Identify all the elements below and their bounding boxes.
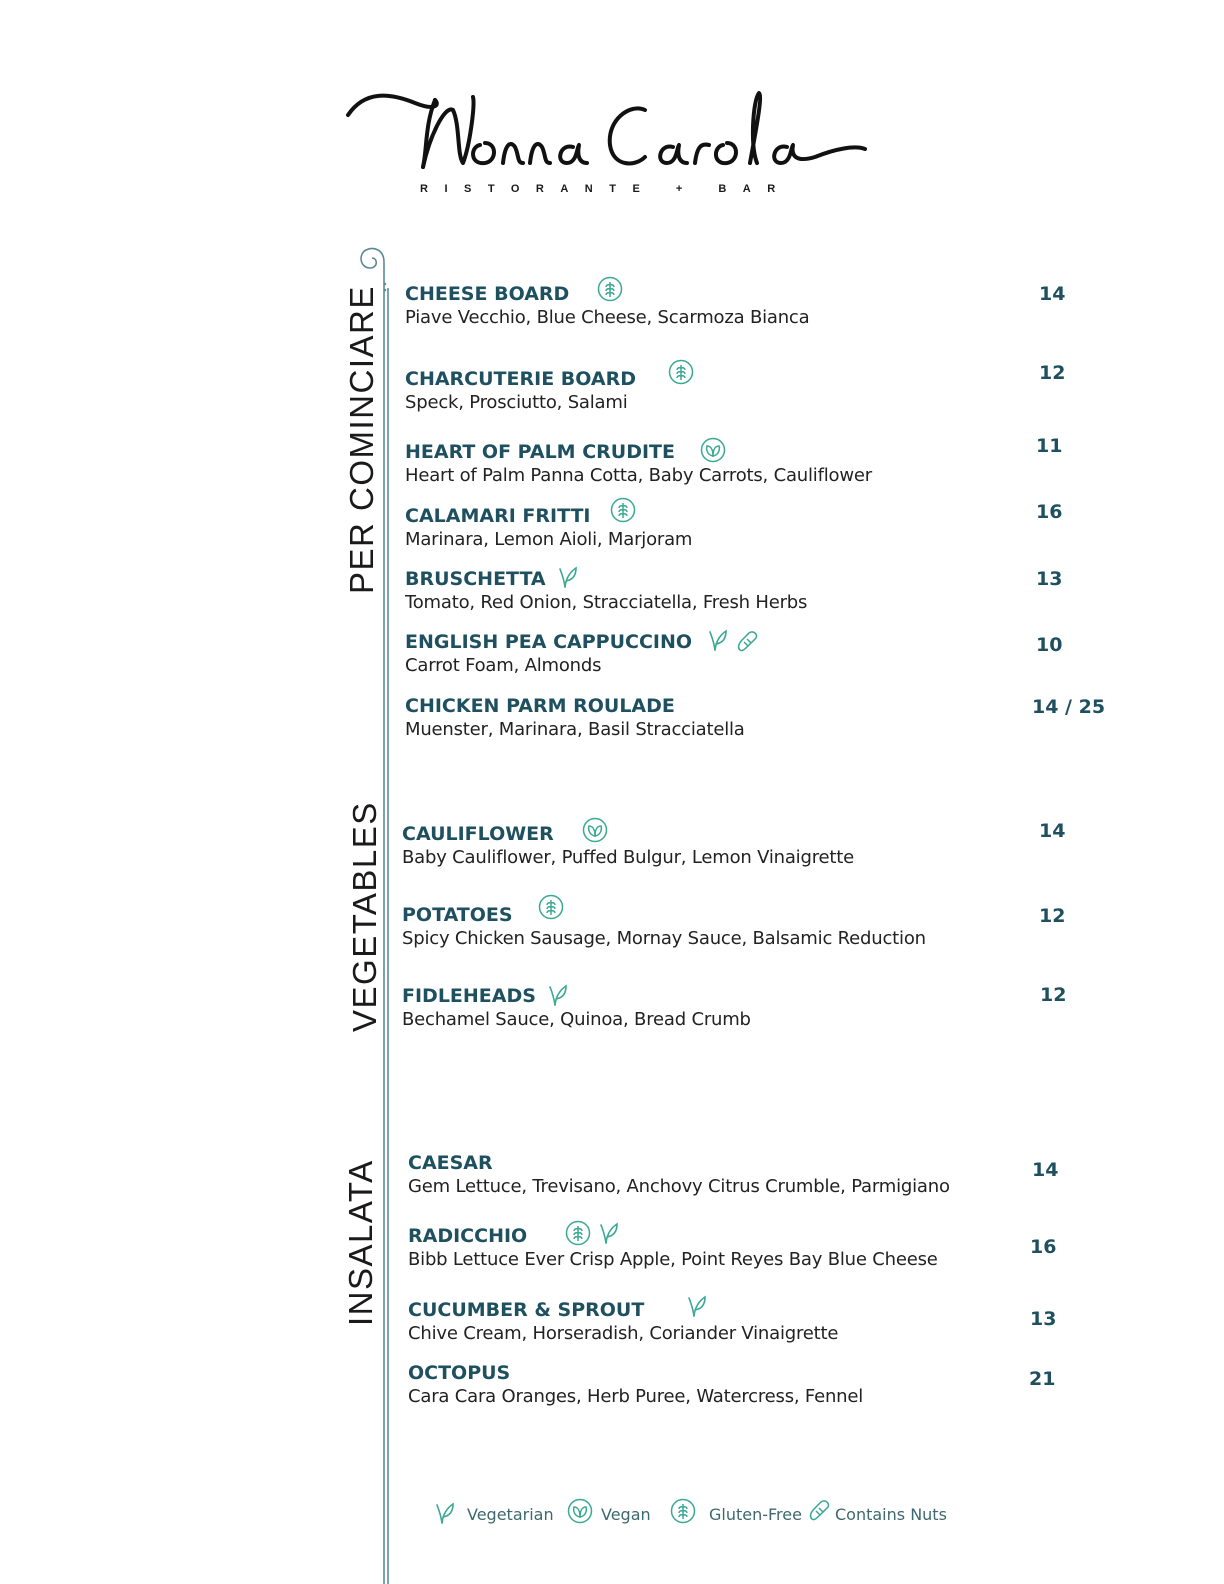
menu-item-description: Bechamel Sauce, Quinoa, Bread Crumb xyxy=(402,1009,751,1030)
menu-item-description: Cara Cara Oranges, Herb Puree, Watercress, Fennel xyxy=(408,1386,864,1407)
menu-item-description: Speck, Prosciutto, Salami xyxy=(405,392,628,413)
menu-item-name: ENGLISH PEA CAPPUCCINO xyxy=(405,631,693,653)
menu-item-price: 12 xyxy=(1039,905,1066,927)
menu-item-name: RADICCHIO xyxy=(408,1225,528,1247)
menu-item-description: Muenster, Marinara, Basil Stracciatella xyxy=(405,719,745,740)
menu-item-name: CALAMARI FRITTI xyxy=(405,505,591,527)
vegan-icon xyxy=(567,1498,593,1524)
section-title-insalata: INSALATA xyxy=(342,1159,379,1326)
gluten-free-icon xyxy=(610,497,636,523)
legend-label-contains-nuts: Contains Nuts xyxy=(835,1505,947,1524)
menu-item-name: CAULIFLOWER xyxy=(402,823,554,845)
menu-item-description: Spicy Chicken Sausage, Mornay Sauce, Balsamic Reduction xyxy=(402,928,926,949)
menu-item-price: 14 / 25 xyxy=(1032,696,1106,718)
gluten-free-icon xyxy=(565,1220,591,1246)
menu-item-description: Tomato, Red Onion, Stracciatella, Fresh Herbs xyxy=(405,592,808,613)
menu-item-name: CHARCUTERIE BOARD xyxy=(405,368,637,390)
vegetarian-icon xyxy=(595,1220,621,1246)
gluten-free-icon xyxy=(538,894,564,920)
menu-item-name: CAESAR xyxy=(408,1152,493,1174)
menu-item-price: 12 xyxy=(1040,984,1067,1006)
menu-item-description: Marinara, Lemon Aioli, Marjoram xyxy=(405,529,693,550)
menu-item-name: HEART OF PALM CRUDITE xyxy=(405,441,675,463)
section-title-per-cominciare: PER COMINCIARE xyxy=(343,285,380,594)
gluten-free-icon xyxy=(668,359,694,385)
menu-item-price: 21 xyxy=(1029,1368,1056,1390)
menu-item-price: 13 xyxy=(1036,568,1063,590)
vegetarian-icon xyxy=(431,1500,457,1526)
menu-item-name: OCTOPUS xyxy=(408,1362,511,1384)
section-title-vegetables: VEGETABLES xyxy=(346,801,383,1032)
legend-label-vegetarian: Vegetarian xyxy=(467,1505,554,1524)
vegetarian-icon xyxy=(704,627,730,653)
menu-item-price: 12 xyxy=(1039,362,1066,384)
gluten-free-icon xyxy=(597,276,623,302)
menu-item-price: 11 xyxy=(1036,435,1063,457)
vegan-icon xyxy=(700,437,726,463)
menu-item-description: Carrot Foam, Almonds xyxy=(405,655,602,676)
vegetarian-icon xyxy=(544,982,570,1008)
menu-item-name: CUCUMBER & SPROUT xyxy=(408,1299,645,1321)
menu-item-price: 14 xyxy=(1039,820,1066,842)
menu-item-price: 14 xyxy=(1032,1159,1059,1181)
menu-item-price: 14 xyxy=(1039,283,1066,305)
menu-item-name: CHICKEN PARM ROULADE xyxy=(405,695,675,717)
logo-script xyxy=(345,85,870,175)
nut-icon xyxy=(807,1498,833,1524)
vegan-icon xyxy=(582,817,608,843)
menu-item-description: Bibb Lettuce Ever Crisp Apple, Point Reyes Bay Blue Cheese xyxy=(408,1249,938,1270)
menu-item-price: 16 xyxy=(1030,1236,1057,1258)
legend-label-gluten-free: Gluten-Free xyxy=(709,1505,802,1524)
gluten-free-icon xyxy=(670,1498,696,1524)
menu-item-name: CHEESE BOARD xyxy=(405,283,570,305)
menu-item-description: Baby Cauliflower, Puffed Bulgur, Lemon Vinaigrette xyxy=(402,847,854,868)
menu-item-name: FIDLEHEADS xyxy=(402,985,536,1007)
menu-item-description: Gem Lettuce, Trevisano, Anchovy Citrus Crumble, Parmigiano xyxy=(408,1176,950,1197)
nut-icon xyxy=(735,629,761,655)
legend-label-vegan: Vegan xyxy=(601,1505,651,1524)
menu-item-price: 13 xyxy=(1030,1308,1057,1330)
logo-tagline: RISTORANTE + BAR xyxy=(420,183,792,195)
menu-item-description: Piave Vecchio, Blue Cheese, Scarmoza Bianca xyxy=(405,307,810,328)
menu-item-name: POTATOES xyxy=(402,904,513,926)
vegetarian-icon xyxy=(554,564,580,590)
menu-item-price: 10 xyxy=(1036,634,1063,656)
menu-item-description: Chive Cream, Horseradish, Coriander Vinaigrette xyxy=(408,1323,839,1344)
vegetarian-icon xyxy=(683,1293,709,1319)
menu-item-name: BRUSCHETTA xyxy=(405,568,546,590)
menu-item-price: 16 xyxy=(1036,501,1063,523)
menu-item-description: Heart of Palm Panna Cotta, Baby Carrots, Cauliflower xyxy=(405,465,872,486)
